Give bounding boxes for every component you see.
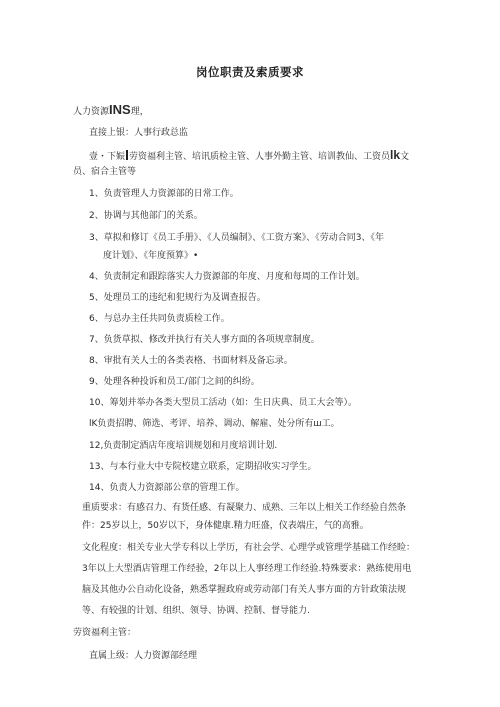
education-requirements-cont: 3年以上大型酒店管理工作经验，2年以上人事经理工作经验.特殊要求：熟练使用电 bbox=[82, 564, 412, 574]
subordinates-ocr-glyphs: lk bbox=[390, 148, 401, 162]
subordinates-list: 劳资福利主管、培讯质检主管、人事外勤主管、培训教仙、工资员 bbox=[129, 152, 391, 162]
duty-item: 3、草拟和修订《员工手册》、《人员编制》、《工资方案》、《劳动合同3、《年 bbox=[89, 233, 384, 243]
duty-item: 5、处理员工的违纪和犯规行为及调查报告。 bbox=[89, 293, 266, 303]
quality-requirements: 重质要求：有感召力、有货任感、有凝聚力、成熟、三年以上相关工作经验自然条 bbox=[82, 503, 407, 513]
duty-item: 2、协调与其他部门的关系。 bbox=[89, 211, 203, 221]
duty-item: 8、审批有关人士的各类表格、书面材料及备忘录。 bbox=[89, 356, 293, 366]
heading-text-end: 理， bbox=[130, 107, 149, 117]
page-title: 岗位职责及索质要求 bbox=[196, 65, 304, 79]
hr-manager-subordinates bbox=[89, 149, 409, 163]
education-requirements-cont: 脑及其他办公自动化设备，熟悉掌握政府或劳动部门有关人事方面的方针政策法规 bbox=[82, 585, 407, 595]
heading-ocr-glyphs: INS bbox=[109, 102, 131, 117]
quality-requirements-cont: 件：25岁以上，50岁以下，身体健康.精力旺盛，仪表端庄，气的高雅。 bbox=[82, 521, 369, 531]
hr-manager-superior: 直接上银：人事行政总监 bbox=[89, 128, 189, 138]
welfare-supervisor-superior: 直属上级：人力资源部经理 bbox=[89, 651, 198, 661]
subordinates-list-end: 文 bbox=[400, 152, 410, 162]
duty-item: 14、负责人力资源部公章的管理工作。 bbox=[89, 483, 245, 493]
duty-item: lK负责招聘、筛选、考评、培养、调动、解雇、处分所有ш工。 bbox=[89, 419, 340, 429]
duty-item: 4、负责制定和跟踪落实人力资源部的年度、月度和每周的工作计划。 bbox=[89, 272, 365, 282]
duty-item: 10、筹划并举办各类大型员工活动（如：生日庆典、员工大会等）。 bbox=[89, 398, 357, 408]
education-requirements-cont: 等、有较强的计划、组织、领导、协调、控制、督导能力. bbox=[82, 606, 310, 616]
duty-item: 6、与总办主任共同负责质检工作。 bbox=[89, 314, 230, 324]
hr-manager-heading bbox=[73, 104, 149, 118]
welfare-supervisor-heading: 劳资福利主管： bbox=[73, 628, 137, 638]
duty-item: 7、负货草拟、修改并执行有关人事方面的各项规章制度。 bbox=[89, 335, 320, 345]
duty-item-cont: 度计划》、《年度预算》• bbox=[103, 251, 199, 261]
duty-item: 12,负责制定酒店年度培训规划和月度培训计划. bbox=[89, 441, 278, 451]
education-requirements: 文化程度：相关专业大学专科以上学历，有社会学、心理学或管理学基础工作经睑： bbox=[82, 543, 416, 553]
subordinates-label: 壹・下娠 bbox=[89, 152, 126, 162]
duty-item: 13、与本行业大中专院校建立联系，定期招收实习学生。 bbox=[89, 462, 317, 472]
vertical-bar-glyph bbox=[126, 150, 128, 160]
duty-item: 1、负责管理人力资源部的日常工作。 bbox=[89, 189, 239, 199]
hr-manager-subordinates-cont: 员、宿合主管等 bbox=[73, 167, 137, 177]
duty-item: 9、处理各种投诉和员工/部门之间的纠纷。 bbox=[89, 377, 260, 387]
heading-text: 人力资源 bbox=[73, 107, 110, 117]
